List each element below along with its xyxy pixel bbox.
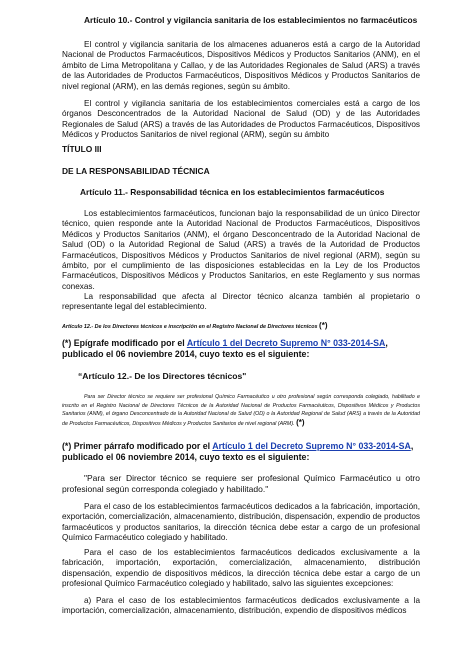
- article-12-original-paragraph: [62, 393, 420, 428]
- article-11-heading: Artículo 11.- Responsabilidad técnica en los establecimientos farmacéuticos: [80, 187, 385, 197]
- decree-link-2[interactable]: Artículo 1 del Decreto Supremo N° 033-2014-SA: [212, 441, 411, 451]
- article-11-paragraph-2: La responsabilidad que afecta al Director técnico alcanza también al propietario o representante legal del establecimiento.: [62, 292, 420, 312]
- title-iii-label: TÍTULO III: [62, 144, 102, 154]
- article-10-paragraph-2: El control y vigilancia sanitaria de los establecimientos comerciales está a cargo de los órganos Desconcentrados de la Autoridad Nacional de Salud (OD) y de las Autoridades Regionales de Salud (ARS) a través de las Autoridades de Productos Farmacéuticos, Dispositivos Médicos y Productos Sanitarios de nivel regional (ARM), según su ámbito: [62, 99, 420, 140]
- article-12-pharma-paragraph: Para el caso de los establecimientos farmacéuticos dedicados a la fabricación, importación, exportación, comercialización, almacenamiento, distribución, dispensación, expendio de productos farmacéuticos y productos sanitarios, la dirección técnica debe estar a cargo de un profesional Químico Farmacéutico colegiado y habilitado.: [62, 502, 420, 543]
- footnote-mark-2: (*): [296, 417, 305, 427]
- amendment-note-1-suffix: , publicado el 06 noviembre 2014, cuyo texto es el siguiente:: [62, 338, 388, 359]
- article-12-heading-text: Artículo 12.- De los Directores técnicos e inscripción en el Registro Nacional de Directores técnicos: [62, 324, 318, 330]
- article-12-original-text: Para ser Director técnico se requiere ser profesional Químico Farmacéutico u otro profesional según corresponda colegiado, habilitado e inscrito en el Registro Nacional de Directores Técnicos de la Autoridad Nacional de Productos Farmacéuticos, Dispositivos Médicos y Productos Sanitarios (ANM), el órgano Desconcentrado de la Autoridad Nacional de Salud (OD) o la Autoridad Regional de Salud (ARS) a través de la Autoridad de Productos Farmacéuticos, Dispositivos Médicos y Productos Sanitarios de nivel regional (ARM).: [62, 394, 420, 427]
- article-12-quoted-heading: “Artículo 12.- De los Directores técnicos": [78, 371, 247, 381]
- article-12-quoted-paragraph: "Para ser Director técnico se requiere ser profesional Químico Farmacéutico u otro profesional según corresponda colegiado y habilitado.": [62, 473, 420, 494]
- amendment-note-2: [62, 441, 420, 463]
- amendment-note-2-suffix: , publicado el 06 noviembre 2014, cuyo texto es el siguiente:: [62, 441, 414, 462]
- article-10-paragraph-1: El control y vigilancia sanitaria de los almacenes aduaneros está a cargo de la Autoridad Nacional de Productos Farmacéuticos, Dispositivos Médicos y Productos Sanitarios (ANM), en el ámbito de Lima Metropolitana y Callao, y de las Autoridades Regionales de Salud (ARS) a través de las Autoridades de Productos Farmacéuticos, Dispositivos Médicos y Productos Sanitarios de nivel regional (ARM), en las demás regiones, según su ámbito.: [62, 40, 420, 91]
- article-12-devices-paragraph: Para el caso de los establecimientos farmacéuticos dedicados exclusivamente a la fabricación, importación, exportación, comercialización, almacenamiento, distribución dispensación, expendio de dispositivos médicos, la dirección técnica debe estar a cargo de un profesional Químico Farmacéutico colegiado y habilitado, salvo las siguientes excepciones:: [62, 548, 420, 589]
- article-12-item-a: a) Para el caso de los establecimientos farmacéuticos dedicados exclusivamente a la importación, comercialización, almacenamiento, distribución, expendio de dispositivos médicos: [62, 596, 420, 616]
- decree-link-1[interactable]: Artículo 1 del Decreto Supremo N° 033-2014-SA: [186, 338, 386, 348]
- amendment-note-2-prefix: (*) Primer párrafo modificado por el: [62, 441, 213, 451]
- article-11-paragraph-1: Los establecimientos farmacéuticos, funcionan bajo la responsabilidad de un único Director técnico, quien responde ante la Autoridad Nacional de Productos Farmacéuticos, Dispositivos Médicos y Productos Sanitarios (ANM), el órgano Desconcentrado de la Autoridad Nacional de Salud (OD) o la Autoridad Regional de Salud (ARS) a través de la Autoridad de Productos Farmacéuticos, Dispositivos Médicos y Productos Sanitarios de nivel regional (ARM), según su ámbito, por el cumplimiento de las disposiciones establecidas en la Ley de los Productos Farmacéuticos, Dispositivos Médicos y Productos Sanitarios, en este Reglamento y sus normas conexas.: [62, 209, 420, 291]
- article-12-original-heading: [62, 322, 420, 331]
- footnote-mark: (*): [319, 321, 328, 330]
- title-iii-name: DE LA RESPONSABILIDAD TÉCNICA: [62, 166, 210, 176]
- amendment-note-1-prefix: (*) Epígrafe modificado por el: [62, 338, 187, 348]
- article-10-heading: Artículo 10.- Control y vigilancia sanitaria de los establecimientos no farmacéuticos: [84, 15, 418, 25]
- amendment-note-1: [62, 338, 420, 360]
